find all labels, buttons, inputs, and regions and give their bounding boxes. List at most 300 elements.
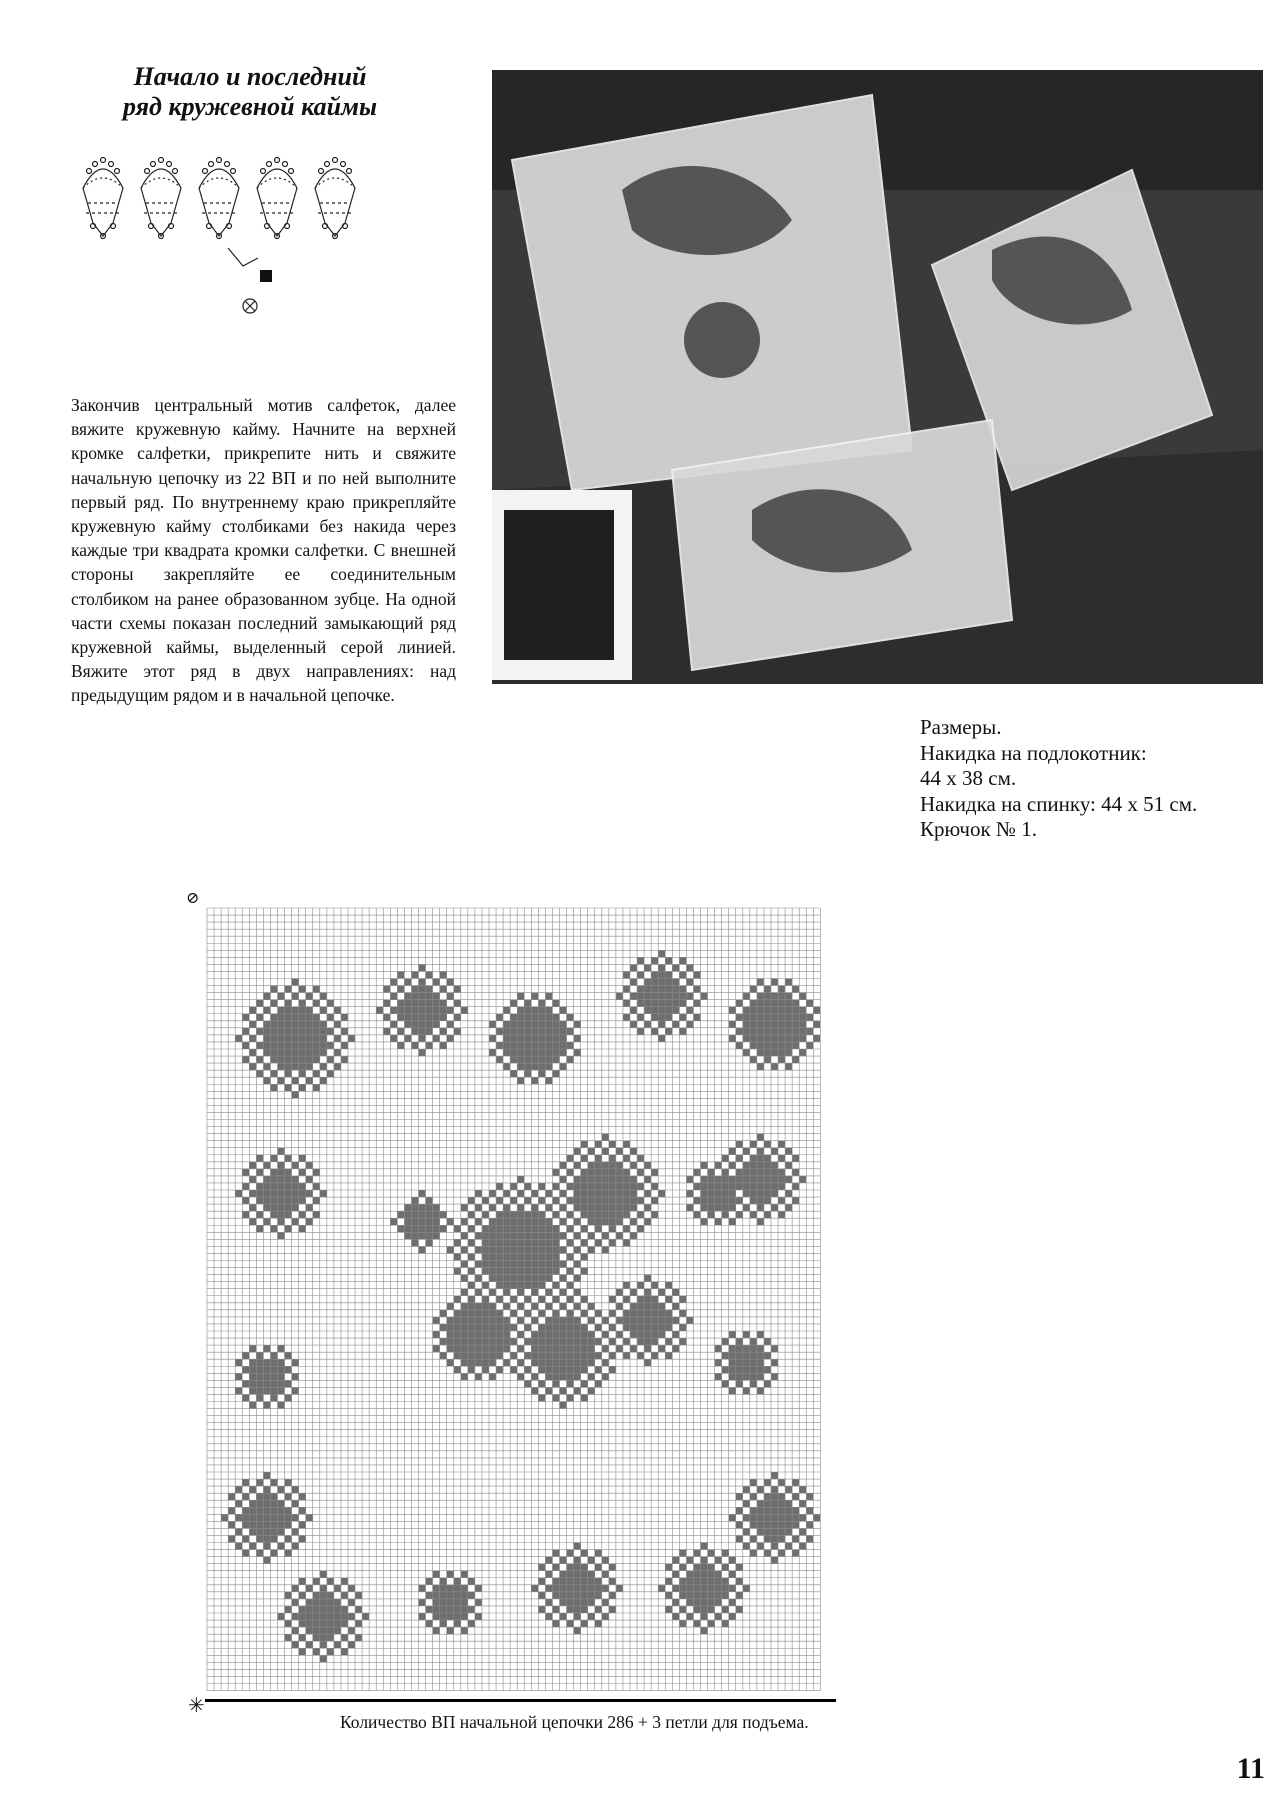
filled-cell xyxy=(588,1613,595,1620)
filled-cell xyxy=(447,1613,454,1620)
filled-cell xyxy=(306,1014,313,1021)
filled-cell xyxy=(278,1373,285,1380)
filled-cell xyxy=(531,1261,538,1268)
filled-cell xyxy=(574,1578,581,1585)
filled-cell xyxy=(581,1155,588,1162)
filled-cell xyxy=(750,1359,757,1366)
filled-cell xyxy=(306,1176,313,1183)
filled-cell xyxy=(602,1211,609,1218)
filled-cell xyxy=(736,1564,743,1571)
filled-cell xyxy=(538,1239,545,1246)
filled-cell xyxy=(715,1190,722,1197)
filled-cell xyxy=(567,1211,574,1218)
filled-cell xyxy=(510,1253,517,1260)
filled-cell xyxy=(270,1014,277,1021)
filled-cell xyxy=(292,979,299,986)
filled-cell xyxy=(701,1627,708,1634)
filled-cell xyxy=(757,1352,764,1359)
filled-cell xyxy=(278,1500,285,1507)
filled-cell xyxy=(538,1261,545,1268)
filled-cell xyxy=(503,1268,510,1275)
filled-cell xyxy=(729,1176,736,1183)
filled-cell xyxy=(256,1225,263,1232)
armrest-label: Накидка на подлокотник: xyxy=(920,740,1147,765)
filled-cell xyxy=(693,1197,700,1204)
filled-cell xyxy=(736,1592,743,1599)
filled-cell xyxy=(320,1627,327,1634)
filled-cell xyxy=(552,1310,559,1317)
filled-cell xyxy=(567,1585,574,1592)
filled-cell xyxy=(524,1366,531,1373)
filled-cell xyxy=(778,1550,785,1557)
filled-cell xyxy=(256,1042,263,1049)
filled-cell xyxy=(538,1338,545,1345)
filled-cell xyxy=(242,1014,249,1021)
filled-cell xyxy=(489,1373,496,1380)
filled-cell xyxy=(764,993,771,1000)
filled-cell xyxy=(686,1592,693,1599)
filled-cell xyxy=(567,1239,574,1246)
filled-cell xyxy=(764,1535,771,1542)
filled-cell xyxy=(693,986,700,993)
filled-cell xyxy=(729,1387,736,1394)
filled-cell xyxy=(242,1042,249,1049)
filled-cell xyxy=(249,1507,256,1514)
filled-cell xyxy=(334,1627,341,1634)
filled-cell xyxy=(411,1211,418,1218)
filled-cell xyxy=(454,1014,461,1021)
filled-cell xyxy=(708,1197,715,1204)
filled-cell xyxy=(404,1035,411,1042)
filled-cell xyxy=(270,1183,277,1190)
filled-cell xyxy=(764,1197,771,1204)
filled-cell xyxy=(595,1606,602,1613)
filled-cell xyxy=(813,1035,820,1042)
filled-cell xyxy=(665,979,672,986)
filled-cell xyxy=(348,1613,355,1620)
filled-cell xyxy=(524,1246,531,1253)
filled-cell xyxy=(320,1634,327,1641)
filled-cell xyxy=(468,1310,475,1317)
filled-cell xyxy=(708,1550,715,1557)
filled-cell xyxy=(560,1366,567,1373)
filled-cell xyxy=(531,1352,538,1359)
filled-cell xyxy=(616,1585,623,1592)
filled-cell xyxy=(461,1303,468,1310)
filled-cell xyxy=(729,1007,736,1014)
filled-cell xyxy=(433,993,440,1000)
filled-cell xyxy=(595,1211,602,1218)
filled-cell xyxy=(242,1394,249,1401)
filled-cell xyxy=(552,1373,559,1380)
filled-cell xyxy=(426,1620,433,1627)
filled-cell xyxy=(517,1014,524,1021)
filled-cell xyxy=(475,1317,482,1324)
filled-cell xyxy=(792,1197,799,1204)
filled-cell xyxy=(651,1028,658,1035)
filled-cell xyxy=(686,1176,693,1183)
filled-cell xyxy=(313,1169,320,1176)
filled-cell xyxy=(743,1021,750,1028)
filled-cell xyxy=(263,1049,270,1056)
filled-cell xyxy=(447,1007,454,1014)
filled-cell xyxy=(665,1592,672,1599)
filled-cell xyxy=(510,1183,517,1190)
filled-cell xyxy=(644,1331,651,1338)
filled-cell xyxy=(306,1204,313,1211)
filled-cell xyxy=(419,1599,426,1606)
filled-cell xyxy=(270,1211,277,1218)
filled-cell xyxy=(609,1225,616,1232)
filled-cell xyxy=(545,1352,552,1359)
filled-cell xyxy=(630,1310,637,1317)
filled-cell xyxy=(489,1268,496,1275)
filled-cell xyxy=(757,1042,764,1049)
filled-cell xyxy=(292,1021,299,1028)
filled-cell xyxy=(510,1366,517,1373)
filled-cell xyxy=(235,1359,242,1366)
filled-cell xyxy=(771,1204,778,1211)
filled-cell xyxy=(792,1028,799,1035)
filled-cell xyxy=(560,1035,567,1042)
filled-cell xyxy=(729,1599,736,1606)
filled-cell xyxy=(411,1197,418,1204)
filled-cell xyxy=(574,1246,581,1253)
filled-cell xyxy=(672,1021,679,1028)
filled-cell xyxy=(454,1352,461,1359)
filled-cell xyxy=(538,1359,545,1366)
filled-cell xyxy=(278,1077,285,1084)
filled-cell xyxy=(701,1557,708,1564)
filled-cell xyxy=(560,1324,567,1331)
filled-cell xyxy=(588,1218,595,1225)
filled-cell xyxy=(397,1000,404,1007)
filled-cell xyxy=(299,1063,306,1070)
filled-cell xyxy=(764,1550,771,1557)
filled-cell xyxy=(531,1359,538,1366)
filled-cell xyxy=(588,1204,595,1211)
filled-cell xyxy=(588,1246,595,1253)
filled-cell xyxy=(672,1331,679,1338)
filled-cell xyxy=(249,1366,256,1373)
filled-cell xyxy=(390,1035,397,1042)
filled-cell xyxy=(475,1352,482,1359)
filled-cell xyxy=(285,1606,292,1613)
filled-cell xyxy=(602,1169,609,1176)
filled-cell xyxy=(637,1197,644,1204)
filled-cell xyxy=(263,1345,270,1352)
filled-cell xyxy=(517,1204,524,1211)
filled-cell xyxy=(799,1486,806,1493)
filled-cell xyxy=(334,1035,341,1042)
filled-cell xyxy=(552,1169,559,1176)
filled-cell xyxy=(595,1324,602,1331)
filled-cell xyxy=(263,993,270,1000)
filled-cell xyxy=(616,1345,623,1352)
filled-cell xyxy=(524,1042,531,1049)
filled-cell xyxy=(616,1162,623,1169)
filled-cell xyxy=(299,1084,306,1091)
filled-cell xyxy=(581,1141,588,1148)
filled-cell xyxy=(426,1000,433,1007)
filled-cell xyxy=(235,1543,242,1550)
filled-cell xyxy=(482,1317,489,1324)
filled-cell xyxy=(792,1521,799,1528)
filled-cell xyxy=(313,1634,320,1641)
filled-cell xyxy=(503,1317,510,1324)
filled-cell xyxy=(454,1253,461,1260)
filled-cell xyxy=(574,1331,581,1338)
filled-cell xyxy=(517,1218,524,1225)
filled-cell xyxy=(404,1204,411,1211)
filled-cell xyxy=(292,1204,299,1211)
filled-cell xyxy=(299,1183,306,1190)
filled-cell xyxy=(595,1366,602,1373)
filled-cell xyxy=(531,1028,538,1035)
filled-cell xyxy=(538,1282,545,1289)
filled-cell xyxy=(630,1345,637,1352)
filled-cell xyxy=(475,1232,482,1239)
filled-cell xyxy=(270,1359,277,1366)
filled-cell xyxy=(320,1007,327,1014)
filled-cell xyxy=(623,1204,630,1211)
filled-cell xyxy=(299,1578,306,1585)
filled-cell xyxy=(320,1592,327,1599)
filled-cell xyxy=(334,1021,341,1028)
filled-cell xyxy=(503,1289,510,1296)
filled-cell xyxy=(545,1049,552,1056)
filled-cell xyxy=(644,1204,651,1211)
filled-cell xyxy=(552,1345,559,1352)
filled-cell xyxy=(475,1613,482,1620)
filled-cell xyxy=(679,1000,686,1007)
filled-cell xyxy=(249,1402,256,1409)
filled-cell xyxy=(581,1253,588,1260)
filled-cell xyxy=(440,1338,447,1345)
filled-cell xyxy=(461,1373,468,1380)
filled-cell xyxy=(320,1599,327,1606)
filled-cell xyxy=(595,1550,602,1557)
filled-cell xyxy=(292,1091,299,1098)
filled-cell xyxy=(792,986,799,993)
filled-cell xyxy=(637,1352,644,1359)
filled-cell xyxy=(433,979,440,986)
filled-cell xyxy=(426,993,433,1000)
filled-cell xyxy=(799,1514,806,1521)
filled-cell xyxy=(524,1380,531,1387)
filled-cell xyxy=(644,986,651,993)
filled-cell xyxy=(588,1585,595,1592)
filled-cell xyxy=(686,1204,693,1211)
filled-cell xyxy=(313,1197,320,1204)
filled-cell xyxy=(242,1183,249,1190)
filled-cell xyxy=(419,1000,426,1007)
filled-cell xyxy=(651,957,658,964)
filled-cell xyxy=(270,1155,277,1162)
filled-cell xyxy=(750,1507,757,1514)
filled-cell xyxy=(503,1211,510,1218)
filled-cell xyxy=(757,1500,764,1507)
filled-cell xyxy=(623,1338,630,1345)
filled-cell xyxy=(651,993,658,1000)
filled-cell xyxy=(228,1535,235,1542)
filled-cell xyxy=(729,1571,736,1578)
back-size: Накидка на спинку: 44 х 51 см. xyxy=(920,791,1198,816)
filled-cell xyxy=(256,1514,263,1521)
filled-cell xyxy=(299,1613,306,1620)
filled-cell xyxy=(263,1507,270,1514)
filled-cell xyxy=(644,1176,651,1183)
filled-cell xyxy=(334,1613,341,1620)
filled-cell xyxy=(560,1275,567,1282)
filled-cell xyxy=(722,1564,729,1571)
filled-cell xyxy=(503,1253,510,1260)
filled-cell xyxy=(285,1042,292,1049)
filled-cell xyxy=(743,1162,750,1169)
filled-cell xyxy=(419,964,426,971)
filled-cell xyxy=(771,993,778,1000)
filled-cell xyxy=(278,1021,285,1028)
filled-cell xyxy=(750,1380,757,1387)
filled-cell xyxy=(764,1528,771,1535)
filled-cell xyxy=(355,1606,362,1613)
filled-cell xyxy=(341,1613,348,1620)
filled-cell xyxy=(722,1176,729,1183)
filled-cell xyxy=(665,1000,672,1007)
filled-cell xyxy=(658,986,665,993)
filled-cell xyxy=(602,1176,609,1183)
filled-cell xyxy=(411,1007,418,1014)
filled-cell xyxy=(644,1021,651,1028)
filled-cell xyxy=(623,1225,630,1232)
filled-cell xyxy=(771,1049,778,1056)
filled-cell xyxy=(616,993,623,1000)
filled-cell xyxy=(560,1331,567,1338)
filled-cell xyxy=(764,1049,771,1056)
filled-cell xyxy=(567,1282,574,1289)
filled-cell xyxy=(701,1606,708,1613)
filled-cell xyxy=(764,1000,771,1007)
filled-cell xyxy=(637,1000,644,1007)
filled-cell xyxy=(792,1021,799,1028)
filled-cell xyxy=(461,1592,468,1599)
filled-cell xyxy=(778,1197,785,1204)
filled-cell xyxy=(383,1000,390,1007)
filled-cell xyxy=(503,1246,510,1253)
filled-cell xyxy=(524,1261,531,1268)
filled-cell xyxy=(764,1014,771,1021)
filled-cell xyxy=(496,1345,503,1352)
filled-cell xyxy=(552,1035,559,1042)
filled-cell xyxy=(447,1592,454,1599)
filled-cell xyxy=(538,1296,545,1303)
filled-cell xyxy=(729,1183,736,1190)
filled-cell xyxy=(517,1021,524,1028)
filled-cell xyxy=(411,1000,418,1007)
filled-cell xyxy=(256,1479,263,1486)
filled-cell xyxy=(743,1500,750,1507)
filled-cell xyxy=(630,993,637,1000)
filled-cell xyxy=(285,1211,292,1218)
filled-cell xyxy=(327,1613,334,1620)
filled-cell xyxy=(581,1599,588,1606)
filled-cell xyxy=(278,1543,285,1550)
filled-cell xyxy=(722,1606,729,1613)
filled-cell xyxy=(552,1239,559,1246)
filled-cell xyxy=(503,1063,510,1070)
filled-cell xyxy=(658,1035,665,1042)
filled-cell xyxy=(270,1021,277,1028)
filled-cell xyxy=(278,1402,285,1409)
filled-cell xyxy=(644,993,651,1000)
filled-cell xyxy=(285,1197,292,1204)
filled-cell xyxy=(686,979,693,986)
filled-cell xyxy=(560,1571,567,1578)
filled-cell xyxy=(644,1324,651,1331)
filled-cell xyxy=(503,1007,510,1014)
filled-cell xyxy=(545,1218,552,1225)
filled-cell xyxy=(489,1289,496,1296)
filled-cell xyxy=(397,986,404,993)
filled-cell xyxy=(341,1042,348,1049)
filled-cell xyxy=(411,1014,418,1021)
filled-cell xyxy=(538,1331,545,1338)
filled-cell xyxy=(581,1183,588,1190)
filled-cell xyxy=(545,1035,552,1042)
chart-caption: Количество ВП начальной цепочки 286 + 3 петли для подъема. xyxy=(340,1712,809,1732)
filled-cell xyxy=(602,1183,609,1190)
filled-cell xyxy=(750,1190,757,1197)
filled-cell xyxy=(552,1296,559,1303)
filled-cell xyxy=(285,986,292,993)
filled-cell xyxy=(552,1042,559,1049)
filled-cell xyxy=(595,1564,602,1571)
filled-cell xyxy=(334,1599,341,1606)
filled-cell xyxy=(806,1014,813,1021)
filled-cell xyxy=(623,1296,630,1303)
filled-cell xyxy=(524,1056,531,1063)
filled-cell xyxy=(729,1366,736,1373)
filled-cell xyxy=(404,1211,411,1218)
filled-cell xyxy=(792,1042,799,1049)
filled-cell xyxy=(743,1345,750,1352)
filled-cell xyxy=(708,1176,715,1183)
filled-cell xyxy=(468,1296,475,1303)
filled-cell xyxy=(313,1021,320,1028)
filled-cell xyxy=(306,1218,313,1225)
filled-cell xyxy=(538,1021,545,1028)
filled-cell xyxy=(757,1190,764,1197)
filled-cell xyxy=(454,1613,461,1620)
filled-cell xyxy=(595,1352,602,1359)
filled-cell xyxy=(693,1571,700,1578)
filled-cell xyxy=(574,1197,581,1204)
filled-cell xyxy=(440,1225,447,1232)
filled-cell xyxy=(581,1211,588,1218)
filled-cell xyxy=(419,986,426,993)
filled-cell xyxy=(292,1373,299,1380)
filled-cell xyxy=(419,1190,426,1197)
filled-cell xyxy=(454,1592,461,1599)
filled-cell xyxy=(743,1528,750,1535)
filled-cell xyxy=(750,1345,757,1352)
filled-cell xyxy=(524,1007,531,1014)
filled-cell xyxy=(701,1585,708,1592)
filled-cell xyxy=(517,1246,524,1253)
filled-cell xyxy=(771,1521,778,1528)
filled-cell xyxy=(524,1239,531,1246)
filled-cell xyxy=(665,993,672,1000)
